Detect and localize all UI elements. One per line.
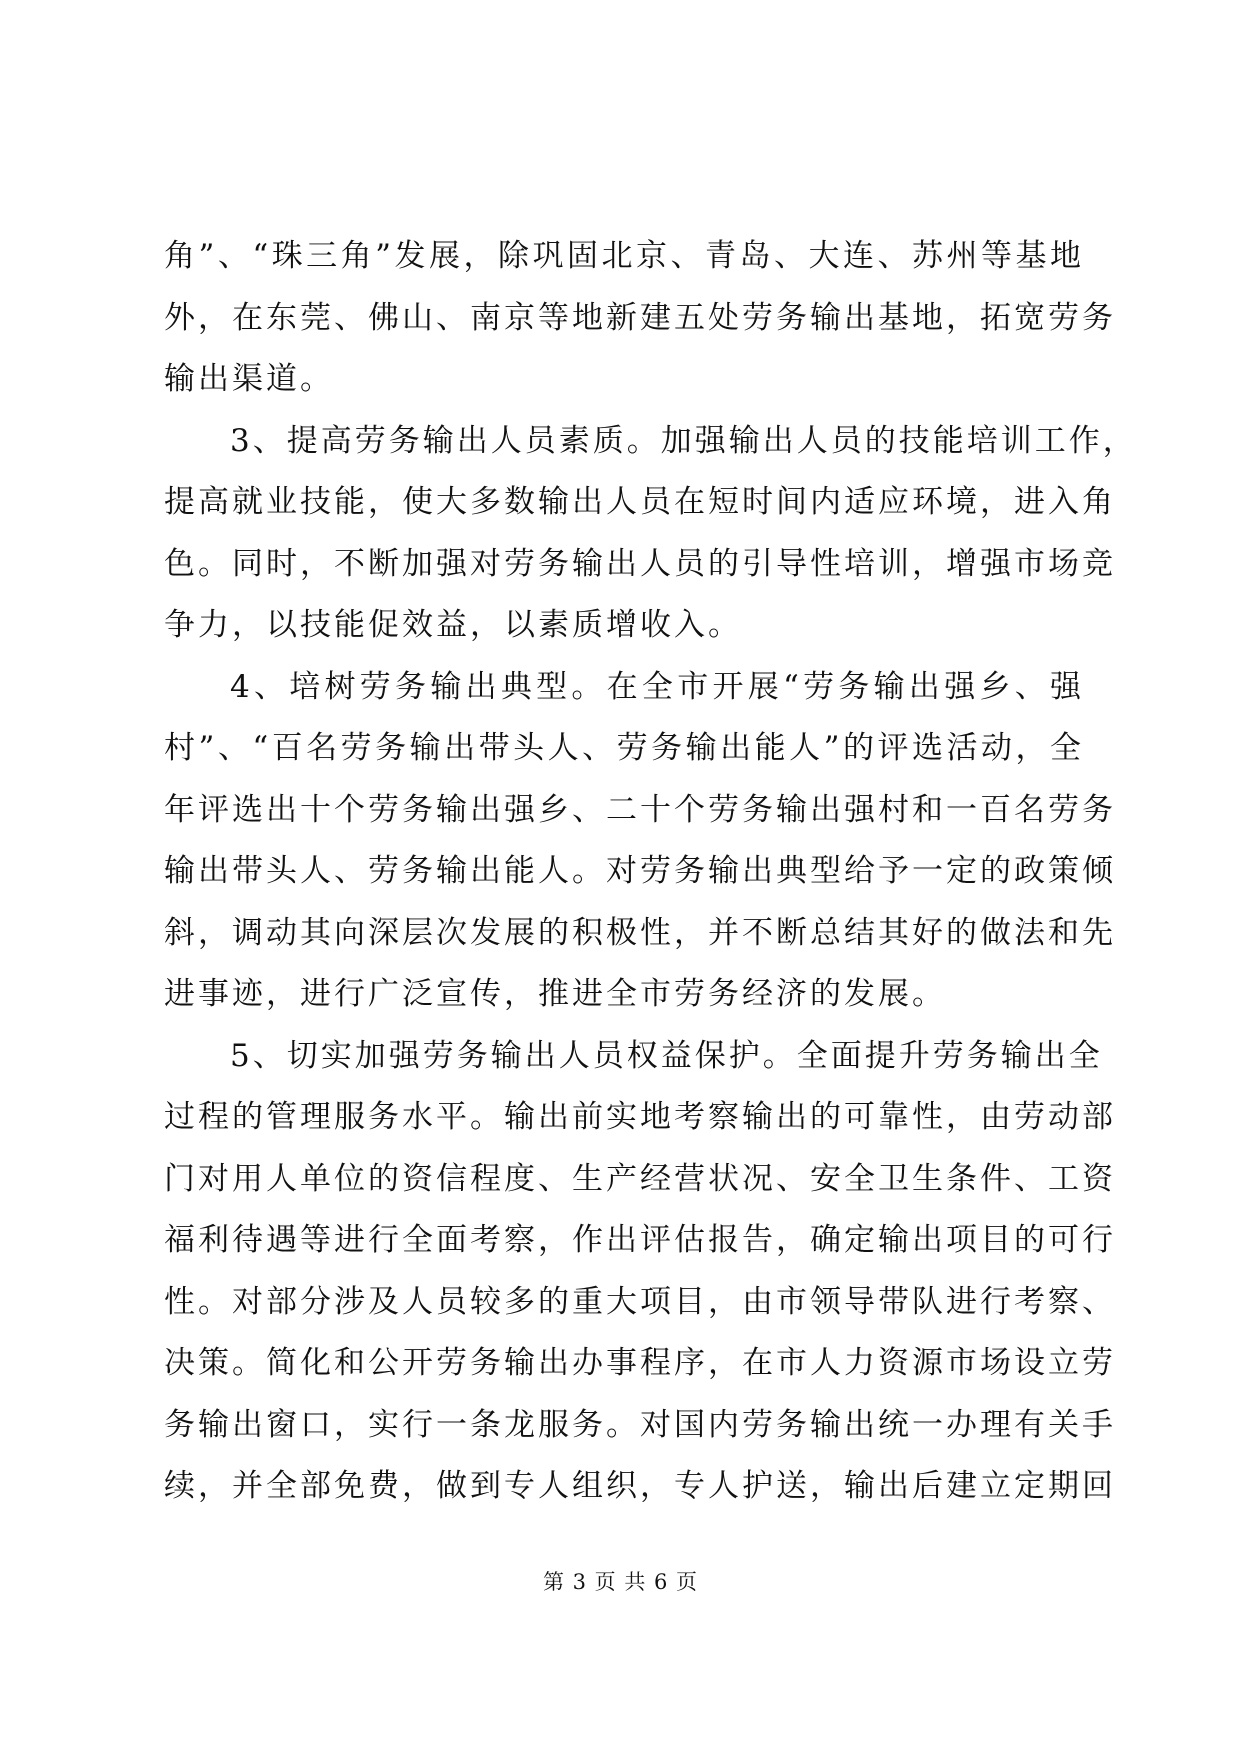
text-line: 斜，调动其向深层次发展的积极性，并不断总结其好的做法和先 xyxy=(164,914,1116,951)
text-line: 色。同时，不断加强对劳务输出人员的引导性培训，增强市场竞 xyxy=(164,545,1116,582)
text-line: 输出渠道。 xyxy=(164,361,334,397)
text-line: 3、提高劳务输出人员素质。加强输出人员的技能培训工作， xyxy=(230,422,1137,459)
text-line: 4、培树劳务输出典型。在全市开展“劳务输出强乡、强 xyxy=(230,668,1084,705)
text-line: 门对用人单位的资信程度、生产经营状况、安全卫生条件、工资 xyxy=(164,1160,1116,1197)
text-line: 村”、“百名劳务输出带头人、劳务输出能人”的评选活动，全 xyxy=(164,730,1084,766)
page-number-footer: 第 3 页 共 6 页 xyxy=(542,1570,699,1594)
text-line: 进事迹，进行广泛宣传，推进全市劳务经济的发展。 xyxy=(164,976,946,1012)
text-line: 年评选出十个劳务输出强乡、二十个劳务输出强村和一百名劳务 xyxy=(164,791,1116,828)
text-line: 续，并全部免费，做到专人组织，专人护送，输出后建立定期回 xyxy=(164,1468,1116,1504)
text-line: 5、切实加强劳务输出人员权益保护。全面提升劳务输出全 xyxy=(230,1037,1103,1074)
text-line: 输出带头人、劳务输出能人。对劳务输出典型给予一定的政策倾 xyxy=(164,853,1116,889)
text-line: 务输出窗口，实行一条龙服务。对国内劳务输出统一办理有关手 xyxy=(164,1406,1116,1443)
text-line: 决策。简化和公开劳务输出办事程序，在市人力资源市场设立劳 xyxy=(164,1345,1116,1381)
text-line: 争力，以技能促效益，以素质增收入。 xyxy=(164,607,742,643)
document-body xyxy=(164,226,1137,1518)
text-line: 福利待遇等进行全面考察，作出评估报告，确定输出项目的可行 xyxy=(164,1222,1116,1258)
text-line: 角”、“珠三角”发展，除巩固北京、青岛、大连、苏州等基地 xyxy=(164,238,1084,274)
text-line: 提高就业技能，使大多数输出人员在短时间内适应环境，进入角 xyxy=(164,484,1116,520)
text-line: 性。对部分涉及人员较多的重大项目，由市领导带队进行考察、 xyxy=(164,1283,1116,1320)
text-line: 外，在东莞、佛山、南京等地新建五处劳务输出基地，拓宽劳务 xyxy=(164,299,1116,336)
text-line: 过程的管理服务水平。输出前实地考察输出的可靠性，由劳动部 xyxy=(164,1099,1116,1135)
